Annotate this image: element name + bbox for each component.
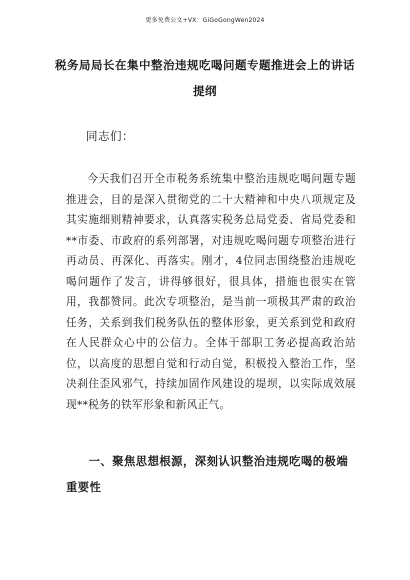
section-heading: 一、聚焦思想根源，深刻认识整治违规吃喝的极端重要性 [66, 454, 349, 494]
salutation: 同志们： [86, 129, 134, 143]
body-paragraph: 今天我们召开全市税务系统集中整治违规吃喝问题专题推进会，目的是深入贯彻党的二十大精神和中央八项规定及其实施细则精神要求，认真落实税务总局党委、省局党委和**市委、市政府的系列部署，对违规吃喝问题专项整治进行再动员、再深化、再落实。刚才，4位同志围绕整治违规吃喝问题作了发言，讲得够很好，很具体，措施也很实在管用，我都赞同。此次专项整治，是当前一项极其严肃的政治任务，关系到我们税务队伍的整体形象，更关系到党和政府在人民群众心中的公信力。全体干部职工务必提高政治站位，以高度的思想自觉和行动自觉，积极投入整治工作，坚决刹住歪风邪气，持续加固作风建设的堤坝，以实际成效展现**税务的铁军形象和新风正气。 [66, 173, 356, 411]
header-note: 更多免费公文+VX：GiGoGongWen2024 [145, 17, 265, 24]
document-title: 税务局局长在集中整治违规吃喝问题专题推进会上的讲话提纲 [55, 58, 355, 98]
